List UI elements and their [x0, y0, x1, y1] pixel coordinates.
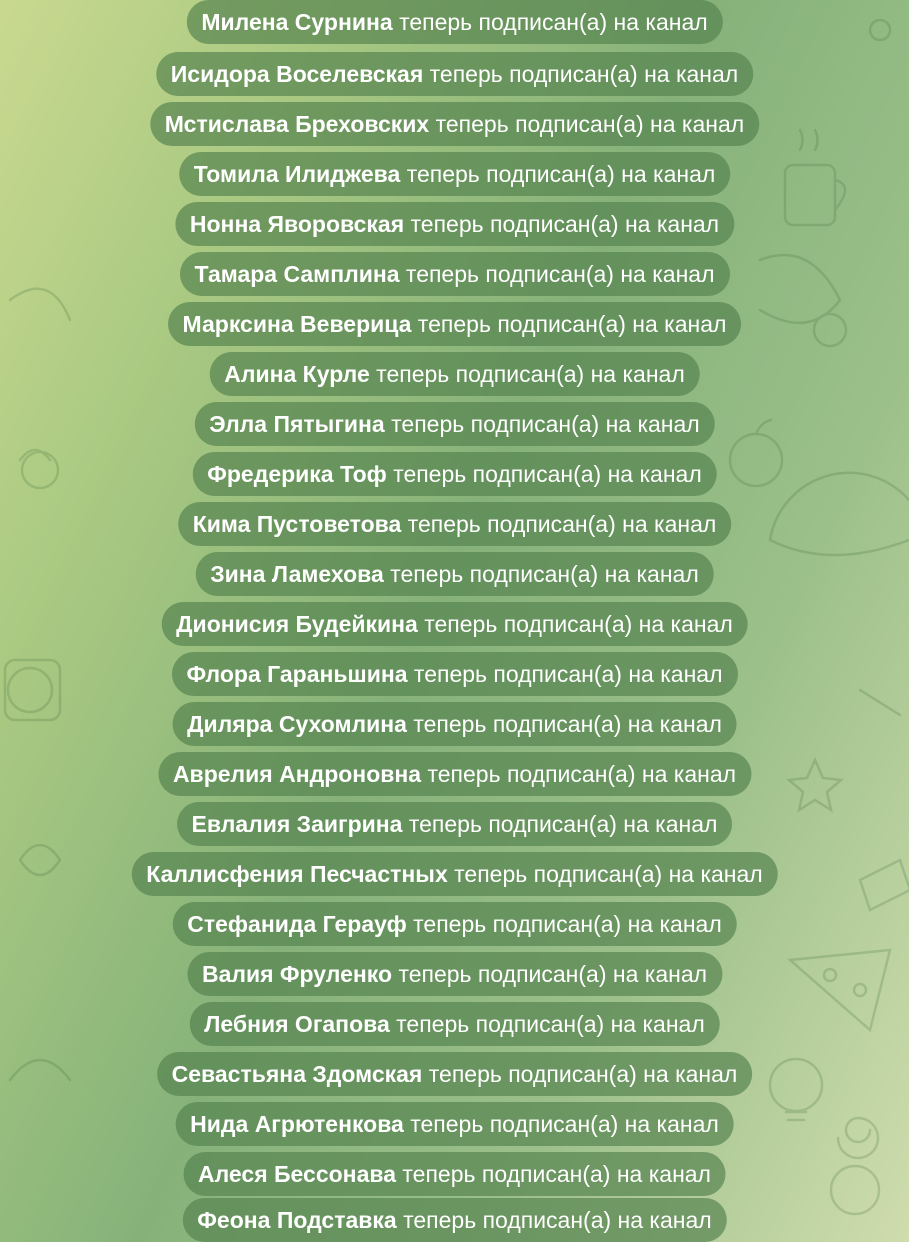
subscriber-name: Валия Фруленко [201, 961, 393, 987]
subscriber-name: Севастьяна Здомская [171, 1061, 423, 1087]
service-message [150, 102, 759, 146]
subscriber-name: Фредерика Тоф [207, 461, 387, 487]
subscribed-text: теперь подписан(а) на канал [403, 1207, 712, 1233]
subscriber-name: Дионисия Будейкина [176, 611, 418, 637]
subscriber-name: Лебния Огапова [204, 1011, 390, 1037]
subscribed-text: теперь подписан(а) на канал [402, 1161, 711, 1187]
subscribed-text: теперь подписан(а) на канал [376, 361, 685, 387]
subscriber-name: Зина Ламехова [210, 561, 384, 587]
service-message [158, 752, 751, 796]
service-message [187, 952, 722, 996]
subscribed-text: теперь подписан(а) на канал [405, 261, 715, 287]
subscriber-name: Каллисфения Песчастных [146, 861, 448, 887]
subscriber-name: Нида Агрютенкова [190, 1111, 404, 1137]
service-message [182, 1198, 726, 1242]
service-message [209, 352, 700, 396]
subscriber-name: Нонна Яворовская [189, 211, 405, 237]
subscriber-name: Диляра Сухомлина [187, 711, 407, 737]
subscriber-name: Милена Сурнина [201, 9, 393, 35]
service-message [192, 452, 717, 496]
service-message [168, 302, 742, 346]
subscribed-text: теперь подписан(а) на канал [393, 461, 702, 487]
subscribed-text: теперь подписан(а) на канал [396, 1011, 705, 1037]
subscriber-name: Исидора Воселевская [170, 61, 424, 87]
subscribed-text: теперь подписан(а) на канал [413, 661, 723, 687]
subscribed-text: теперь подписан(а) на канал [428, 1061, 738, 1087]
service-message [156, 52, 753, 96]
service-message [179, 152, 731, 196]
subscribed-text: теперь подписан(а) на канал [399, 9, 708, 35]
service-message [172, 902, 737, 946]
service-message [189, 1002, 720, 1046]
service-message [177, 802, 733, 846]
service-message [131, 852, 777, 896]
subscriber-name: Элла Пятыгина [209, 411, 385, 437]
subscriber-name: Стефанида Герауф [187, 911, 407, 937]
service-message [172, 702, 737, 746]
subscribed-text: теперь подписан(а) на канал [390, 561, 699, 587]
subscriber-name: Евлалия Заигрина [191, 811, 403, 837]
service-message [175, 1102, 734, 1146]
subscribed-text: теперь подписан(а) на канал [413, 911, 722, 937]
subscribed-text: теперь подписан(а) на канал [413, 711, 722, 737]
service-message [161, 602, 748, 646]
subscriber-name: Аврелия Андроновна [172, 761, 422, 787]
service-message [194, 402, 714, 446]
service-message [183, 1152, 726, 1196]
subscriber-name: Феона Подставка [197, 1207, 397, 1233]
subscriber-name: Тамара Самплина [194, 261, 400, 287]
subscriber-name: Марксина Веверица [182, 311, 412, 337]
subscribed-text: теперь подписан(а) на канал [427, 761, 737, 787]
subscribed-text: теперь подписан(а) на канал [417, 311, 727, 337]
service-message [175, 202, 734, 246]
service-message [171, 652, 737, 696]
subscribed-text: теперь подписан(а) на канал [410, 1111, 719, 1137]
subscriber-name: Томила Илиджева [193, 161, 401, 187]
subscribed-text: теперь подписан(а) на канал [398, 961, 708, 987]
subscribed-text: теперь подписан(а) на канал [429, 61, 739, 87]
subscribed-text: теперь подписан(а) на канал [424, 611, 733, 637]
subscribed-text: теперь подписан(а) на канал [406, 161, 716, 187]
subscriber-name: Алеся Бессонава [198, 1161, 396, 1187]
subscribed-text: теперь подписан(а) на канал [408, 811, 718, 837]
subscribed-text: теперь подписан(а) на канал [407, 511, 717, 537]
subscribed-text: теперь подписан(а) на канал [435, 111, 745, 137]
subscriber-name: Мстислава Бреховских [164, 111, 430, 137]
service-message [186, 0, 722, 44]
service-message [179, 252, 729, 296]
service-message [178, 502, 732, 546]
subscriber-name: Флора Гараньшина [186, 661, 408, 687]
subscribed-text: теперь подписан(а) на канал [410, 211, 720, 237]
subscribed-text: теперь подписан(а) на канал [391, 411, 700, 437]
service-message [157, 1052, 753, 1096]
service-message [195, 552, 714, 596]
subscriber-name: Алина Курле [224, 361, 370, 387]
subscriber-name: Кима Пустоветова [192, 511, 402, 537]
subscribed-text: теперь подписан(а) на канал [454, 861, 763, 887]
